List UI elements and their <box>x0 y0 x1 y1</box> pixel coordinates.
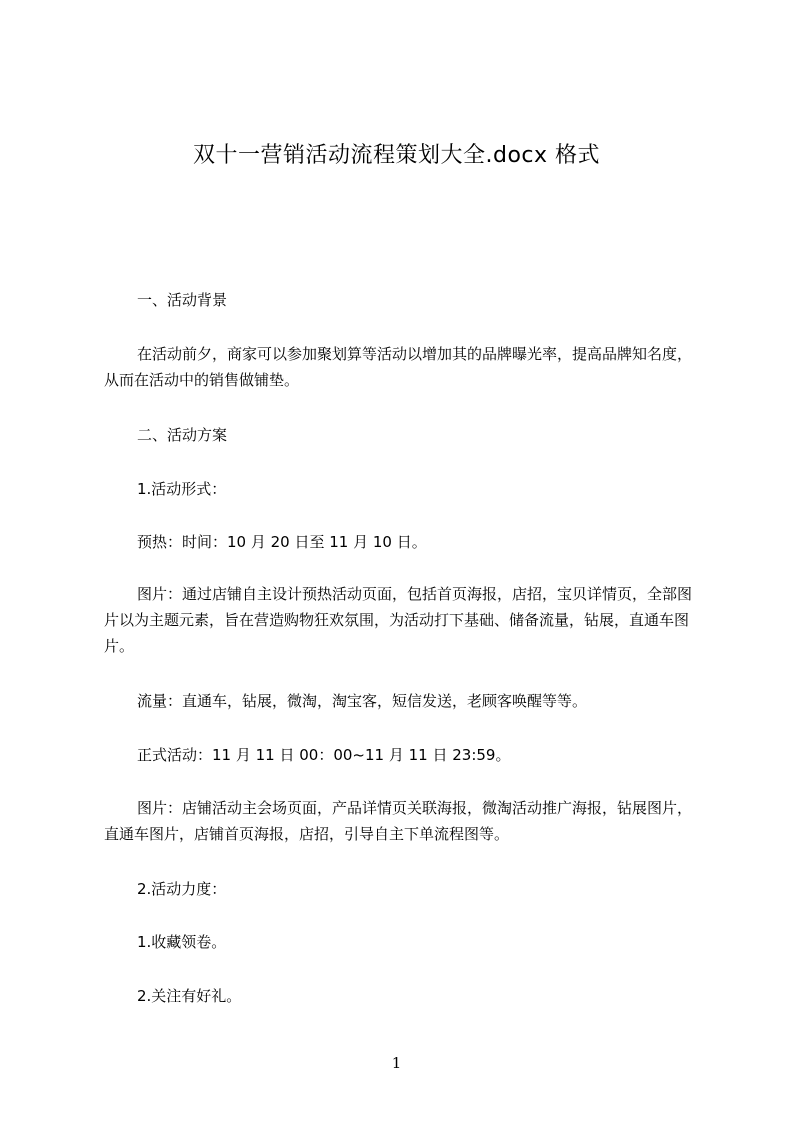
paragraph-formal-activity: 正式活动：11 月 11 日 00：00~11 月 11 日 23:59。 <box>137 746 511 764</box>
paragraph-background: 在活动前夕，商家可以参加聚划算等活动以增加其的品牌曝光率，提高品牌知名度，从而在活动中的销售做铺垫。 <box>104 345 693 389</box>
paragraph-formal-images: 图片：店铺活动主会场页面，产品详情页关联海报，微淘活动推广海报，钻展图片，直通车图片，店铺首页海报，店招，引导自主下单流程图等。 <box>104 799 693 843</box>
subheading-activity-form: 1.活动形式： <box>137 480 227 498</box>
page-number: 1 <box>391 1054 402 1072</box>
paragraph-preheat: 预热：时间：10 月 20 日至 11 月 10 日。 <box>137 533 427 551</box>
section-heading-background: 一、活动背景 <box>137 291 228 309</box>
subheading-activity-strength: 2.活动力度： <box>137 880 227 898</box>
paragraph-traffic: 流量：直通车，钻展，微淘，淘宝客，短信发送，老顾客唤醒等等。 <box>137 692 588 710</box>
section-heading-plan: 二、活动方案 <box>137 426 228 444</box>
paragraph-preheat-images: 图片：通过店铺自主设计预热活动页面，包括首页海报，店招，宝贝详情页，全部图片以为主题元素，旨在营造购物狂欢氛围，为活动打下基础、储备流量，钻展，直通车图片。 <box>104 585 693 655</box>
list-item: 1.收藏领卷。 <box>137 933 227 951</box>
document-title: 双十一营销活动流程策划大全.docx 格式 <box>192 143 601 168</box>
list-item: 2.关注有好礼。 <box>137 987 242 1005</box>
